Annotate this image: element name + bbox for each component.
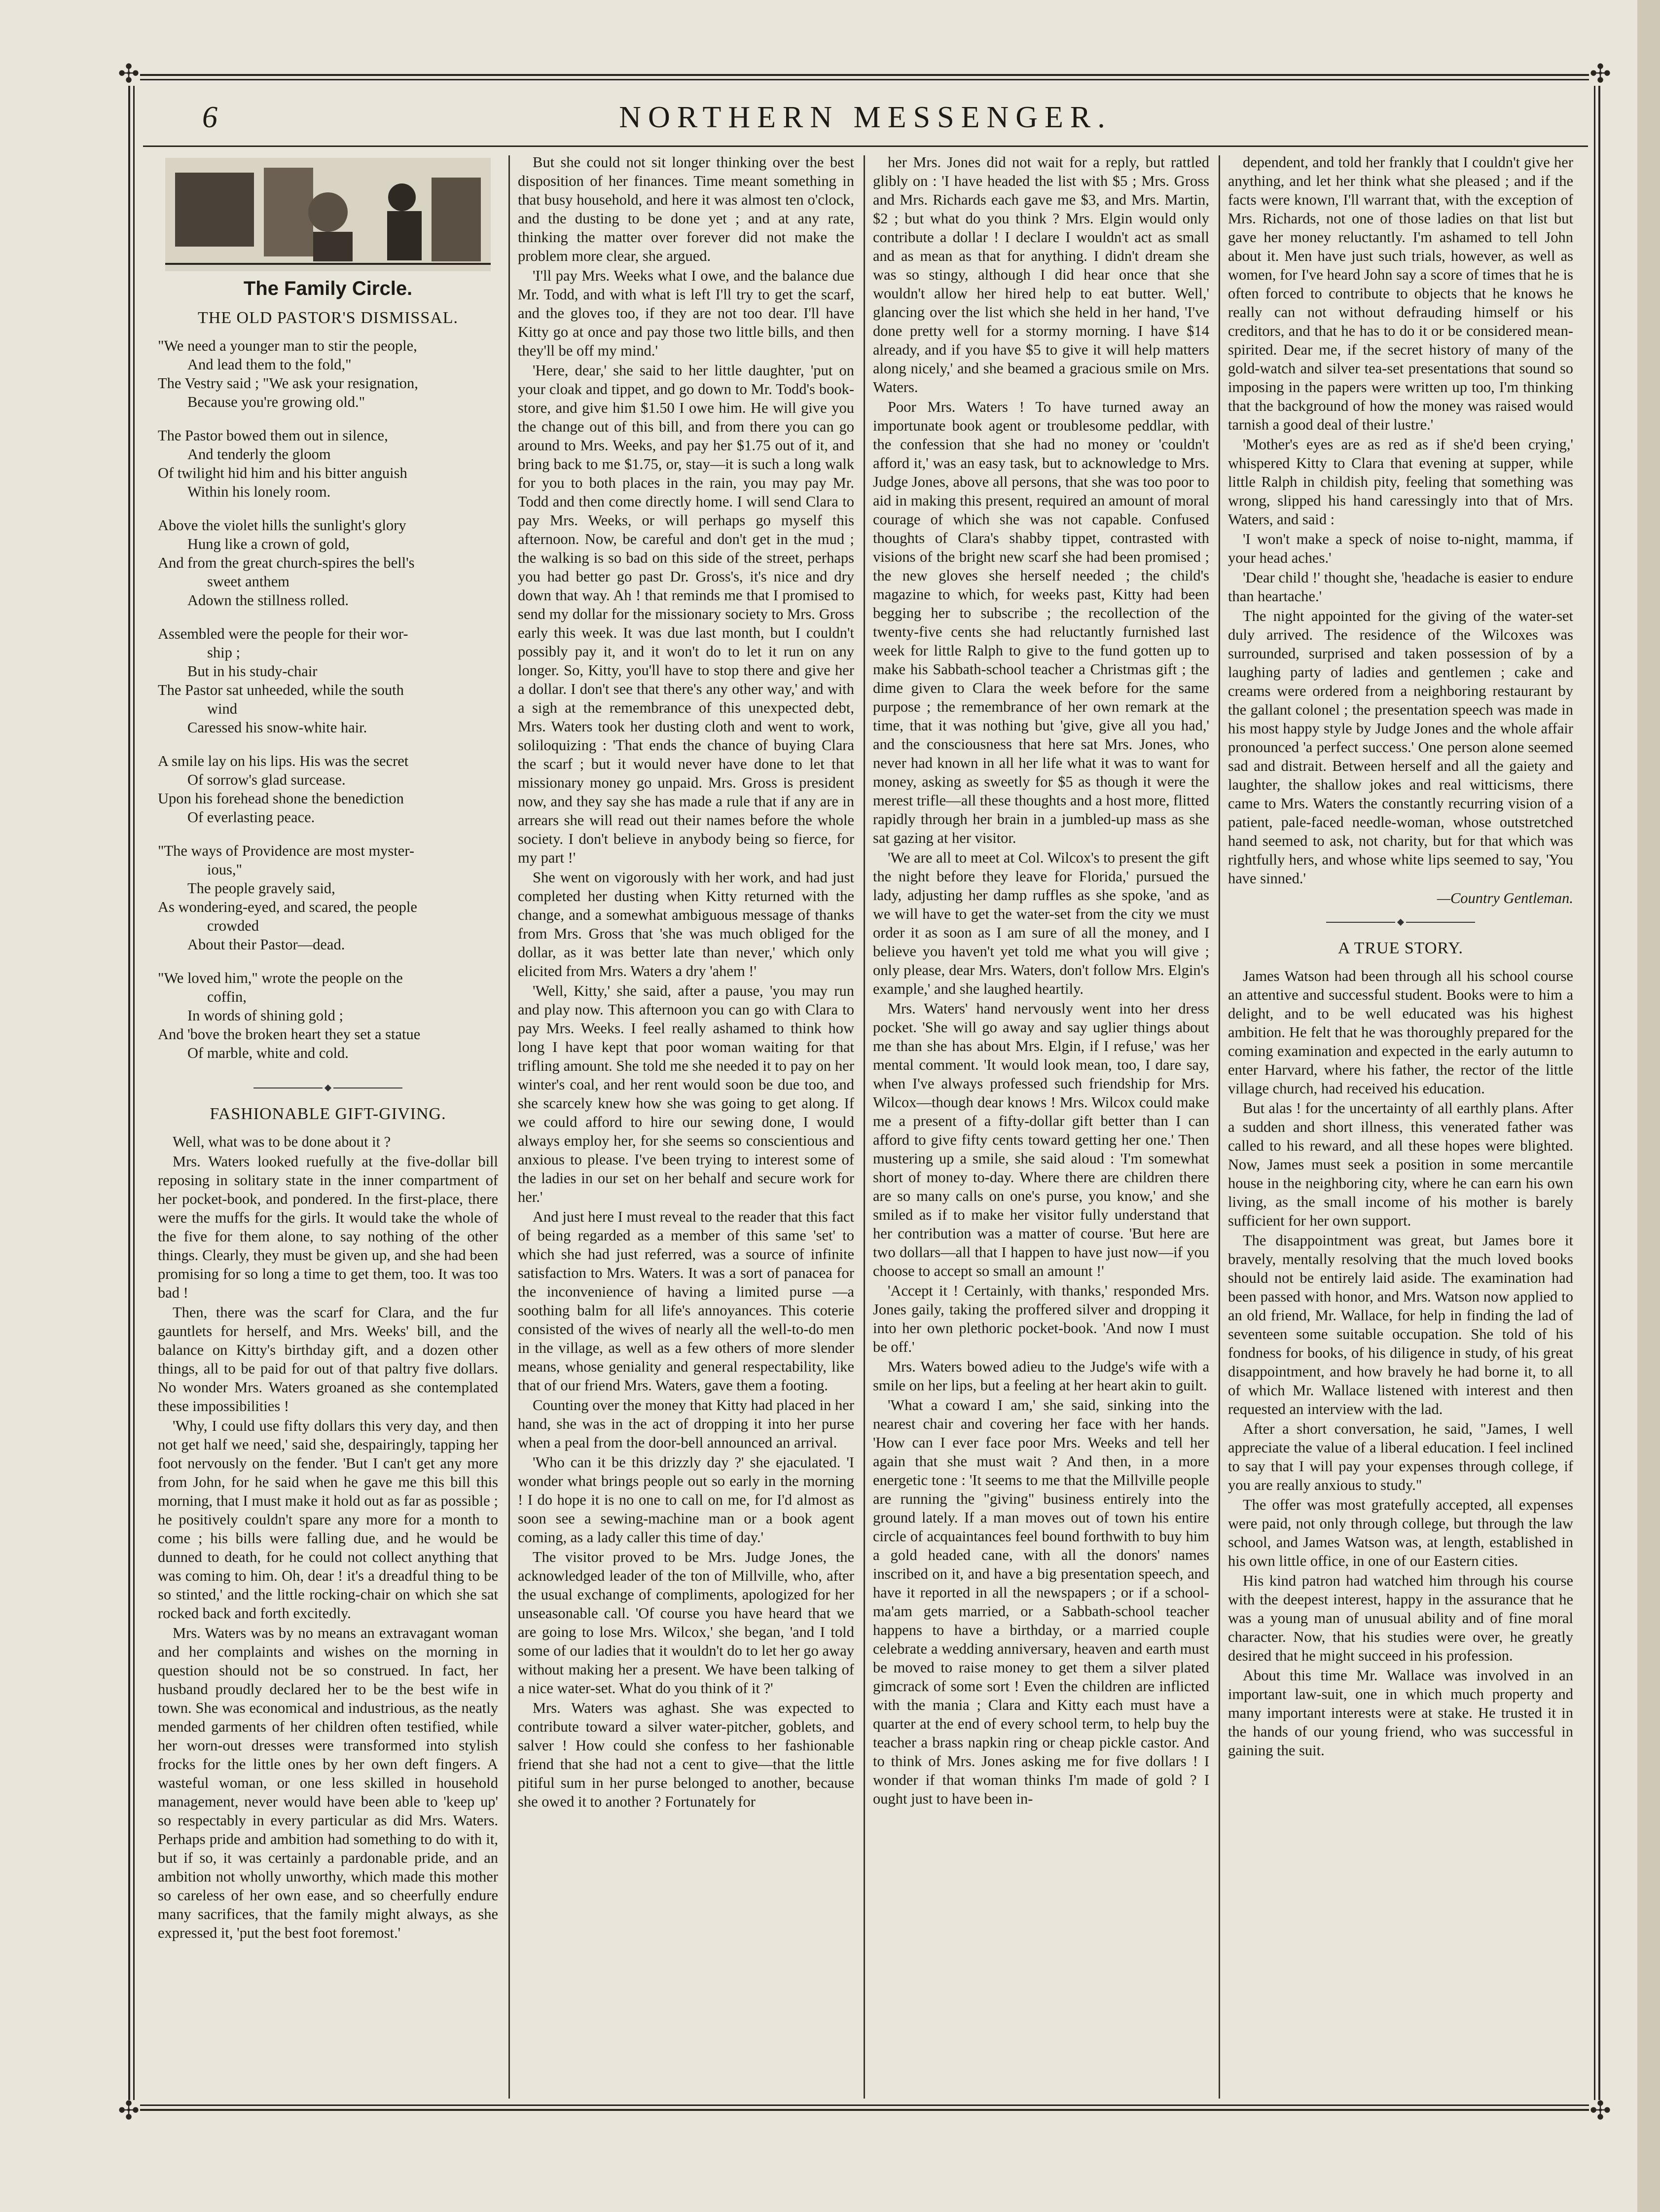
poem-line: Of everlasting peace. xyxy=(187,809,315,826)
poem-line: Hung like a crown of gold, xyxy=(187,536,350,552)
paragraph: 'Here, dear,' she said to her little daughter, 'put on your cloak and tippet, and go down to Mr. Todd's book-store, and give him $1.50 I owe him. He will give you the change out of this bill, and from there you can go around to Mrs. Weeks, and pay her $1.75 out of it, and bring back to me $1.75, or, stay—it is such a long walk for you to both places in the rain, you may pay Mr. Todd and then come directly home. I will send Clara to pay Mrs. Weeks, or will perhaps go myself this afternoon. Now, be careful and don't get in the mud ; the walking is so bad on this side of the street, perhaps you had better go past Dr. Gross's, it's nice and dry down that way. Ah ! that reminds me that I promised to send my dollar for the missionary society to Mrs. Gross early this week. It was due last month, but I couldn't possibly pay it, and it won't do to let it run on any longer. So, Kitty, you'll have to stop there and give her a dollar. I don't see that there's any other way,' and with a sigh at the remembrance of this unexpected debt, Mrs. Waters took her dusting cloth and went to work, soliloquizing : 'That ends the chance of buying Clara the scarf ; but it would never have done to let that missionary money go unpaid. Mrs. Gross is president now, and they say she has made a rule that if any are in arrears she will read out their names before the whole society. I don't believe in anybody being so fierce, for my part !' xyxy=(518,362,854,866)
poem-line: A smile lay on his lips. His was the secret xyxy=(158,753,409,769)
ornamental-rule xyxy=(158,1077,498,1096)
poem-line: "We loved him," wrote the people on the xyxy=(158,970,403,986)
poem-line: Adown the stillness rolled. xyxy=(187,592,349,609)
column-1 xyxy=(158,153,498,2101)
paragraph: her Mrs. Jones did not wait for a reply, but rattled glibly on : 'I have headed the list with $5 ; Mrs. Gross and Mrs. Richards each gave me $3, and Mrs. Martin, $2 ; but what do you think ? Mrs. Elgin would only contribute a dollar ! I declare I wouldn't act as small and as mean as that for anything. I didn't dream she was so stingy, although I did hear once that she wouldn't allow her hired help to eat butter. Well,' glancing over the list which she held in her hand, 'I've done pretty well for a stormy morning. I have $14 already, and if you have $5 to give it will help matters along nicely,' and she beamed a gracious smile on Mrs. Waters. xyxy=(873,154,1209,396)
poem-line: wind xyxy=(207,700,237,717)
page-header xyxy=(143,91,1588,145)
poem-line: crowded xyxy=(207,917,259,934)
paragraph: 'Who can it be this drizzly day ?' she ejaculated. 'I wonder what brings people out so early in the morning ! I do hope it is no one to call on me, for I'd almost as soon see a sewing-machine man or a book agent coming, as a lady caller this time of day.' xyxy=(518,1454,854,1546)
section-title: The Family Circle. xyxy=(243,278,413,299)
poem-stanza xyxy=(158,969,498,1062)
poem-line: The Vestry said ; "We ask your resignation, xyxy=(158,375,418,392)
paragraph: And just here I must reveal to the reader that this fact of being regarded as a member of this same 'set' to which she had just referred, was a source of infinite satisfaction to Mrs. Waters. It was a sort of panacea for the inconvenience of having a limited purse —a soothing balm for all life's annoyances. This coterie consisted of the wives of nearly all the well-to-do men in the village, as well as a few others of more slender means, whose geniality and general respectability, like that of our friend Mrs. Waters, gave them a footing. xyxy=(518,1208,854,1394)
poem-line: Upon his forehead shone the benediction xyxy=(158,790,404,807)
paragraph: After a short conversation, he said, "James, I well appreciate the value of a liberal education. I feel inclined to say that I will pay your expenses through college, if you are really anxious to study." xyxy=(1228,1420,1573,1493)
poem-line: Of twilight hid him and his bitter anguish xyxy=(158,465,407,481)
poem-line: And lead them to the fold," xyxy=(187,356,352,373)
paragraph: Mrs. Waters was by no means an extravagant woman and her complaints and wishes on the morning in question should not be so construed. In fact, her husband proudly declared her to be the best wife in town. She was economical and industrious, as the neatly mended garments of her children often testified, while her worn-out dresses were transformed into stylish frocks for the little ones by her own deft fingers. A wasteful woman, or one less skilled in household management, never would have been able to 'keep up' so respectably in every particular as did Mrs. Waters. Perhaps pride and ambition had something to do with it, but if so, it was certainly a pardonable pride, and an ambition not wholly unworthy, which made this mother so careless of her own ease, and so cheerfully endure many sacrifices, that the family might always, as she expressed it, 'put the best foot foremost.' xyxy=(158,1625,498,1941)
story-body xyxy=(158,1132,498,1942)
paragraph: About this time Mr. Wallace was involved in an important law-suit, one in which much property and many important interests were at stake. He trusted it in the hands of our young friend, who was successful in gaining the suit. xyxy=(1228,1667,1573,1759)
paragraph: 'Well, Kitty,' she said, after a pause, 'you may run and play now. This afternoon you can go with Clara to pay Mrs. Weeks. I feel really ashamed to think how long I have kept that poor woman waiting for that trifling amount. She told me she needed it to pay on her winter's coal, and her rent would soon be due too, and she scarcely knew how she was going to get along. If we could afford to hire our sewing done, I would always employ her, for she seems so conscientious and anxious to please. I've been trying to interest some of the ladies in our set on her behalf and secure work for her.' xyxy=(518,982,854,1205)
poem-stanza xyxy=(158,426,498,501)
poem-line: ious," xyxy=(207,861,242,878)
poem-line: Caressed his snow-white hair. xyxy=(187,719,367,736)
paragraph: Counting over the money that Kitty had placed in her hand, she was in the act of dropping it into her purse when a peal from the door-bell announced an arrival. xyxy=(518,1397,854,1451)
paragraph: 'We are all to meet at Col. Wilcox's to present the gift the night before they leave for Florida,' pursued the lady, adjusting her damp ruffles as she spoke, 'and as we will have to get the water-set from the city we must order it as soon as I am sure of all the money, and I believe you haven't yet told me what you will give ; only please, dear Mrs. Waters, don't follow Mrs. Elgin's example,' and she laughed heartily. xyxy=(873,849,1209,997)
paragraph: The disappointment was great, but James bore it bravely, mentally resolving that the much loved books should not be entirely laid aside. The examination had been passed with honor, and Mrs. Watson now applied to an old friend, Mr. Wallace, for help in finding the lad of seventeen some suitable occupation. She told of his fondness for books, of his diligence in study, of his great disappointment, and how bravely he had borne it, to all of which Mr. Wallace listened with interest and then requested an interview with the lad. xyxy=(1228,1232,1573,1417)
paragraph: Then, there was the scarf for Clara, and the fur gauntlets for herself, and Mrs. Weeks' bill, and the balance on Kitty's birthday gift, and a dozen other things, all to be paid for out of that paltry five dollars. No wonder Mrs. Waters groaned as she contemplated these impossibilities ! xyxy=(158,1304,498,1414)
header-rule xyxy=(143,145,1588,147)
poem-line: And 'bove the broken heart they set a statue xyxy=(158,1026,421,1043)
paragraph: Mrs. Waters looked ruefully at the five-dollar bill reposing in solitary state in the inner compartment of her pocket-book, and pondered. In the first-place, there were the muffs for the girls. It would take the whole of the five for them alone, to say nothing of the other things. Clearly, they must be given up, and she had been promising for so long a time to get them, too. It was too bad ! xyxy=(158,1153,498,1301)
poem-line: But in his study-chair xyxy=(187,663,318,680)
paragraph: Well, what was to be done about it ? xyxy=(173,1133,391,1150)
paragraph: But she could not sit longer thinking over the best disposition of her finances. Time meant something in that busy household, and here it was almost ten o'clock, and the dusting to be done yet ; and at any rate, thinking the matter over forever did not make the problem more clear, she argued. xyxy=(518,154,854,264)
paragraph: dependent, and told her frankly that I couldn't give her anything, and let her think what she pleased ; and if the facts were known, I'll warrant that, with the exception of Mrs. Richards, not one of those ladies on that list but gave her money reluctantly. I'm ashamed to tell John about it. Men have just such trials, however, as well as women, for I've heard John say a score of times that he is often forced to contribute to objects that he knows he really can not without defrauding himself or his creditors, and that he has to do it or be considered mean-spirited. Dear me, if the secret history of many of the gold-watch and silver tea-set presentations that sound so imposing in the papers were written up too, I'm thinking that the background of how the money was raised would tarnish a good deal of their lustre.' xyxy=(1228,154,1573,433)
paragraph: She went on vigorously with her work, and had just completed her dusting when Kitty returned with the change, and a somewhat ambiguous message of thanks from Mrs. Gross that 'she was much obliged for the dollar, as it was better late than never,' which only elicited from Mrs. Waters a dry 'ahem !' xyxy=(518,869,854,979)
column-2 xyxy=(518,153,854,2101)
poem-title: THE OLD PASTOR'S DISMISSAL. xyxy=(197,309,459,327)
poem-line: The Pastor sat unheeded, while the south xyxy=(158,682,404,698)
paragraph: James Watson had been through all his school course an attentive and successful student. Books were to him a delight, and to be well educated was his highest ambition. He felt that he was thoroughly prepared for the coming examination and expected in the early autumn to enter Harvard, where his father, the rector of the little village church, had received his education. xyxy=(1228,968,1573,1097)
paragraph: 'Accept it ! Certainly, with thanks,' responded Mrs. Jones gaily, taking the proffered silver and dropping it into her own plethoric pocket-book. 'And now I must be off.' xyxy=(873,1282,1209,1355)
column-divider xyxy=(508,155,510,2099)
paragraph: 'Dear child !' thought she, 'headache is easier to endure than heartache.' xyxy=(1228,569,1573,605)
page-number: 6 xyxy=(202,101,217,134)
poem-line: And tenderly the gloom xyxy=(187,446,331,463)
family-circle-engraving-icon xyxy=(165,158,491,271)
paragraph: But alas ! for the uncertainty of all earthly plans. After a sudden and short illness, this venerated father was called to his reward, and all these hopes were blighted. Now, James must seek a position in some mercantile house in the neighboring city, where he can earn his own living, as the small income of his mother is barely sufficient for her own support. xyxy=(1228,1100,1573,1229)
paragraph: 'What a coward I am,' she said, sinking into the nearest chair and covering her face with her hands. 'How can I ever face poor Mrs. Weeks and tell her again that she must wait ? And then, in a more energetic tone : 'It seems to me that the Millville people are running the "giving" business entirely into the ground lately. If a man moves out of town his entire circle of acquaintances feel bound forthwith to buy him a gold headed cane, with all the donors' names inscribed on it, and have a big presentation speech, and have it reported in all the newspapers ; or if a school-ma'am gets married, or a Sabbath-school teacher happens to have a birthday, or a married couple celebrate a wedding anniversary, heaven and earth must be moved to raise money to get them a silver plated gimcrack of some sort ! Even the children are inflicted with the mania ; Clara and Kitty each must have a quarter at the end of every school term, to help buy the teacher a brass napkin ring or cheap pickle castor. And to think of Mrs. Jones asking me for five dollars ! I wonder if that woman thinks I'm made of gold ? I ought just to have been in- xyxy=(873,1397,1209,1807)
column-divider xyxy=(1219,155,1220,2099)
paragraph: Poor Mrs. Waters ! To have turned away an importunate book agent or troublesome peddlar, with the confession that she had no money or 'couldn't afford it,' was an easy task, but to acknowledge to Mrs. Judge Jones, above all persons, that she was too poor to aid in making this present, required an amount of moral courage of which she was not capable. Confused thoughts of Clara's shabby tippet, contrasted with visions of the bright new scarf she had been promised ; the new gloves she herself needed ; the child's magazine to which, for weeks past, Kitty had been begging her to subscribe ; the recollection of the twenty-five cents she had reluctantly furnished last week for little Ralph to give to the fund gotten up to make his Sabbath-school teacher a Christmas gift ; the dime given to Clara the week before for the same purpose ; the remembrance of her own remark at the time, that it was nothing but 'give, give all you had,' and the consciousness that here sat Mrs. Jones, who never had known in all her life what it was to want for money, asking as sweetly for $5 as though it were the merest trifle—all these thoughts and a host more, flitted rapidly through her brain in a jumbled-up mass as she sat gazing at her visitor. xyxy=(873,399,1209,846)
poem-stanza xyxy=(158,752,498,827)
paragraph: 'Why, I could use fifty dollars this very day, and then not get half we need,' said she, despairingly, tapping her foot nervously on the fender. 'But I can't get any more from John, for he said when he gave me this bill this morning, that I must make it hold out as far as possible ; he positively couldn't spare any more for a month to come ; his bills were falling due, and he would be dunned to death, for he could not collect anything that was coming to him. Oh, dear ! it's a dreadful thing to be so stinted,' and the little rocking-chair on which she sat rocked back and forth excitedly. xyxy=(158,1417,498,1622)
poem-line: Of sorrow's glad surcease. xyxy=(187,771,346,788)
ornamental-rule xyxy=(1228,911,1573,930)
paragraph: 'I won't make a speck of noise to-night, mamma, if your head aches.' xyxy=(1228,531,1573,566)
story-body xyxy=(873,153,1209,1808)
paragraph: 'Mother's eyes are as red as if she'd been crying,' whispered Kitty to Clara that evening at supper, while little Ralph in childish pity, feeling that something was wrong, slipped his hand caressingly into that of Mrs. Waters, and said : xyxy=(1228,436,1573,528)
poem-stanza xyxy=(158,516,498,610)
poem-stanza xyxy=(158,841,498,954)
paragraph: The visitor proved to be Mrs. Judge Jones, the acknowledged leader of the ton of Millville, who, after the usual exchange of compliments, apologized for her unseasonable call. 'Of course you have heard that we are going to lose Mrs. Wilcox,' she began, 'and I told some of our ladies that it wouldn't do to let her go away without making her a present. We have been talking of a nice water-set. What do you think of it ?' xyxy=(518,1549,854,1697)
paragraph: His kind patron had watched him through his course with the deepest interest, happy in the assurance that he was a young man of unusual ability and of fine moral character. Now, that his studies were over, he greatly desired that he might succeed in his profession. xyxy=(1228,1572,1573,1664)
poem-line: Above the violet hills the sunlight's glory xyxy=(158,517,406,534)
page-edge xyxy=(1637,0,1660,2212)
corner-ornament-top-left: ✣ xyxy=(118,60,140,88)
poem-line: Of marble, white and cold. xyxy=(187,1045,349,1061)
story-body xyxy=(1228,153,1573,888)
poem-stanza xyxy=(158,624,498,737)
paragraph: The offer was most gratefully accepted, all expenses were paid, not only through college, but through the law school, and James Watson was, at length, established in his own little office, in one of our Eastern cities. xyxy=(1228,1496,1573,1569)
poem-line: "The ways of Providence are most myster- xyxy=(158,842,415,859)
poem-line: Within his lonely room. xyxy=(187,483,331,500)
poem-line: "We need a younger man to stir the people, xyxy=(158,337,417,354)
poem-line: As wondering-eyed, and scared, the people xyxy=(158,899,417,915)
corner-ornament-bottom-right: ✣ xyxy=(1589,2097,1611,2125)
poem-line: And from the great church-spires the bell's xyxy=(158,554,415,571)
poem-line: Assembled were the people for their wor- xyxy=(158,625,408,642)
story-body xyxy=(518,153,854,1811)
poem xyxy=(158,336,498,1062)
poem-line: In words of shining gold ; xyxy=(187,1007,344,1024)
paragraph: 'I'll pay Mrs. Weeks what I owe, and the balance due Mr. Todd, and with what is left I'll try to get the scarf, and the gloves too, if they are not too dear. I'll have Kitty go at once and pay those two little bills, and then they'll be off my mind.' xyxy=(518,267,854,359)
story-title: A TRUE STORY. xyxy=(1338,939,1463,957)
paragraph: Mrs. Waters' hand nervously went into her dress pocket. 'She will go away and say uglier things about me than she has about Mrs. Elgin, if I refuse,' was her mental comment. 'It would look mean, too, I dare say, when I've always professed such friendship for Mrs. Wilcox—though dear knows ! Mrs. Wilcox could make me a present of a fifty-dollar gift better than I can afford to give fifty cents toward getting her one.' Then mustering up a smile, she said aloud : 'I'm somewhat short of money to-day. Where there are children there are so many calls on one's purse, you know,' and she smiled as if to make her visitor fully understand that her contribution was a matter of course. 'But here are two dollars—all that I happen to have just now—if you choose to accept so small an amount !' xyxy=(873,1000,1209,1279)
poem-line: ship ; xyxy=(207,644,240,661)
poem-line: About their Pastor—dead. xyxy=(187,936,345,953)
poem-line: coffin, xyxy=(207,988,247,1005)
paragraph: The night appointed for the giving of the water-set duly arrived. The residence of the Wilcoxes was surrounded, surprised and taken possession of by a laughing party of ladies and gentlemen ; cake and creams were ordered from a neighboring restaurant by the gallant colonel ; the presentation speech was made in his most happy style by Judge Jones and the whole affair pronounced 'a perfect success.' One person alone seemed sad and distrait. Between herself and all the gaiety and laughter, the shallow jokes and real witticisms, there came to Mrs. Waters the constantly recurring vision of a patient, pale-faced needle-woman, whose outstretched hand seemed to ask, not charity, but for that which was rightfully hers, and whose white lips seemed to say, 'You have sinned.' xyxy=(1228,608,1573,887)
masthead: NORTHERN MESSENGER. xyxy=(619,101,1112,134)
credit-line: —Country Gentleman. xyxy=(1437,890,1573,907)
paragraph: Mrs. Waters was aghast. She was expected to contribute toward a silver water-pitcher, goblets, and salver ! How could she confess to her fashionable friend that she had not a cent to give—that the little pitiful sum in her purse belonged to another, because she owed it to another ? Fortunately for xyxy=(518,1700,854,1810)
corner-ornament-top-right: ✣ xyxy=(1589,60,1611,88)
story-body xyxy=(1228,967,1573,1760)
story-title: FASHIONABLE GIFT-GIVING. xyxy=(210,1105,446,1123)
paragraph: Mrs. Waters bowed adieu to the Judge's wife with a smile on her lips, but a feeling at her heart akin to guilt. xyxy=(873,1358,1209,1394)
poem-line: The people gravely said, xyxy=(187,880,335,897)
column-4 xyxy=(1228,153,1573,2101)
poem-line: Because you're growing old." xyxy=(187,394,365,410)
poem-stanza xyxy=(158,336,498,411)
corner-ornament-bottom-left: ✣ xyxy=(118,2097,140,2125)
column-3 xyxy=(873,153,1209,2101)
column-divider xyxy=(864,155,865,2099)
poem-line: sweet anthem xyxy=(207,573,289,590)
poem-line: The Pastor bowed them out in silence, xyxy=(158,427,388,444)
